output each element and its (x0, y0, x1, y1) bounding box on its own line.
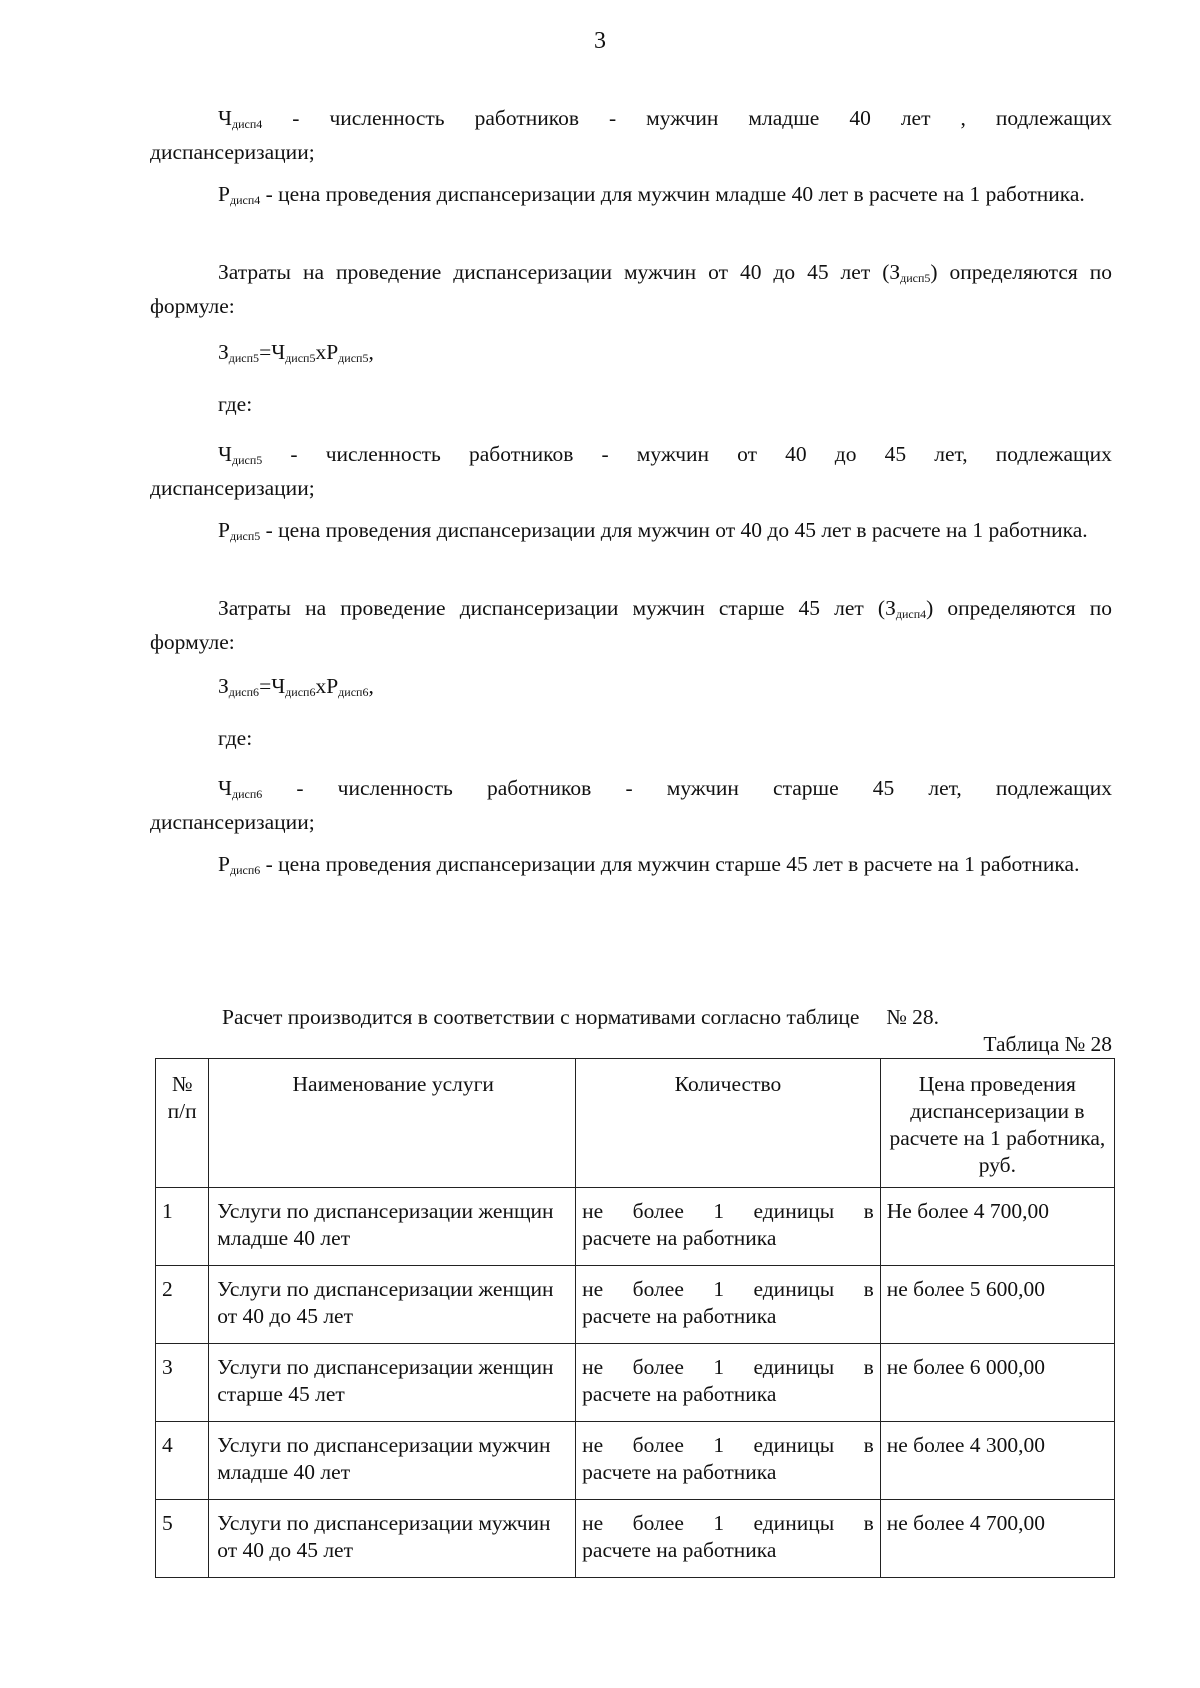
header-quantity: Количество (576, 1059, 881, 1188)
word: мужчин (646, 106, 719, 130)
qty-line (582, 1510, 874, 1537)
qty-word: 1 (713, 1433, 725, 1457)
table-row (156, 1266, 1115, 1344)
word: подлежащих (995, 106, 1112, 130)
table-header-row (156, 1059, 1115, 1188)
header-price: Цена проведения диспансеризации в расчете на 1 работника, руб. (880, 1059, 1114, 1188)
cell-price: не более 4 300,00 (880, 1422, 1114, 1500)
cell-service-name: Услуги по диспансеризации женщин от 40 до 45 лет (209, 1266, 576, 1344)
cell-quantity (576, 1344, 881, 1422)
cell-price: не более 5 600,00 (880, 1266, 1114, 1344)
cell-number: 2 (156, 1266, 209, 1344)
cell-number: 5 (156, 1500, 209, 1578)
word: до (834, 442, 857, 466)
formula-disp6: $З_{дисп6}=Ч_{дисп6}хР_{дисп6}$, (218, 674, 374, 699)
where-label: где: (218, 392, 253, 416)
justified-line (150, 104, 1112, 138)
table-row (156, 1188, 1115, 1266)
cell-quantity (576, 1266, 881, 1344)
cell-service-name: Услуги по диспансеризации мужчин от 40 до 45 лет (209, 1500, 576, 1578)
formula-disp5: $З_{дисп5}=Ч_{дисп5}хР_{дисп5}$, (218, 340, 374, 365)
table-caption: Таблица № 28 (983, 1032, 1112, 1056)
table-row (156, 1500, 1115, 1578)
qty-word: не (582, 1199, 604, 1223)
qty-word: не (582, 1433, 604, 1457)
qty-word: не (582, 1355, 604, 1379)
qty-line: расчете на работника (582, 1304, 777, 1328)
qty-word: в (863, 1433, 874, 1457)
word: лет (900, 106, 931, 130)
word: 40 (785, 442, 807, 466)
word: подлежащих (995, 776, 1112, 800)
qty-word: более (632, 1199, 684, 1223)
page-number: 3 (594, 28, 606, 54)
calculation-note: Расчет производится в соответствии с нормативами согласно таблице № 28. (222, 1005, 940, 1029)
word: - (625, 776, 633, 800)
word: лет, (934, 442, 968, 466)
word: работников (469, 442, 574, 466)
qty-word: более (632, 1433, 684, 1457)
qty-word: более (632, 1277, 684, 1301)
word: работников (486, 776, 592, 800)
cell-quantity (576, 1422, 881, 1500)
paragraph-chdisp4 (150, 104, 1112, 166)
paragraph-chdisp6 (150, 774, 1112, 836)
justified-line (150, 440, 1112, 474)
word: младше (748, 106, 820, 130)
header-number: № п/п (156, 1059, 209, 1188)
qty-word: 1 (713, 1199, 725, 1223)
qty-word: единицы (753, 1511, 835, 1535)
variable: $Ч_{дисп5}$ (218, 442, 263, 467)
word: численность (325, 442, 441, 466)
qty-word: в (863, 1277, 874, 1301)
word: 40 (849, 106, 871, 130)
header-service-name: Наименование услуги (209, 1059, 576, 1188)
table-row (156, 1344, 1115, 1422)
qty-line (582, 1198, 874, 1225)
qty-line: расчете на работника (582, 1226, 777, 1250)
word: - (292, 106, 300, 130)
word: численность (337, 776, 453, 800)
word: работников (474, 106, 579, 130)
word: старше (773, 776, 839, 800)
qty-line (582, 1432, 874, 1459)
qty-line: расчете на работника (582, 1538, 777, 1562)
qty-word: единицы (753, 1277, 835, 1301)
word: от (737, 442, 758, 466)
word: 45 (884, 442, 907, 466)
qty-word: более (632, 1511, 684, 1535)
cell-price: Не более 4 700,00 (880, 1188, 1114, 1266)
word: мужчин (636, 442, 710, 466)
word: лет, (928, 776, 962, 800)
paragraph-costs-40-45: Затраты на проведение диспансеризации мужчин от 40 до 45 лет $(З_{дисп5})$ определяются по формуле: (150, 260, 1112, 318)
qty-word: более (632, 1355, 684, 1379)
cell-number: 1 (156, 1188, 209, 1266)
paragraph-rdisp4: $Р_{дисп4}$ - цена проведения диспансеризации для мужчин младше 40 лет в расчете на 1 работника. (218, 182, 1085, 207)
cell-price: не более 4 700,00 (880, 1500, 1114, 1578)
cell-number: 4 (156, 1422, 209, 1500)
cell-quantity (576, 1188, 881, 1266)
qty-line (582, 1276, 874, 1303)
table-row (156, 1422, 1115, 1500)
cell-service-name: Услуги по диспансеризации женщин младше 40 лет (209, 1188, 576, 1266)
qty-word: в (863, 1355, 874, 1379)
paragraph-rdisp6: $Р_{дисп6}$ - цена проведения диспансеризации для мужчин старше 45 лет в расчете на 1 работника. (218, 852, 1080, 877)
qty-word: не (582, 1511, 604, 1535)
line: диспансеризации; (150, 810, 315, 834)
line: диспансеризации; (150, 140, 315, 164)
qty-word: в (863, 1511, 874, 1535)
qty-word: единицы (753, 1355, 835, 1379)
word: мужчин (666, 776, 739, 800)
cell-price: не более 6 000,00 (880, 1344, 1114, 1422)
word: , (960, 106, 966, 130)
line: диспансеризации; (150, 476, 315, 500)
word: - (609, 106, 617, 130)
paragraph-chdisp5 (150, 440, 1112, 502)
word: - (601, 442, 609, 466)
paragraph-costs-over-45: Затраты на проведение диспансеризации мужчин старше 45 лет $(З_{дисп4})$ определяются по формуле: (150, 596, 1112, 654)
word: - (290, 442, 298, 466)
qty-word: единицы (753, 1433, 835, 1457)
qty-line: расчете на работника (582, 1382, 777, 1406)
qty-word: 1 (713, 1355, 725, 1379)
qty-word: 1 (713, 1511, 725, 1535)
paragraph-rdisp5: $Р_{дисп5}$ - цена проведения диспансеризации для мужчин от 40 до 45 лет в расчете на 1 работника. (218, 518, 1088, 543)
qty-word: в (863, 1199, 874, 1223)
cell-service-name: Услуги по диспансеризации мужчин младше 40 лет (209, 1422, 576, 1500)
qty-line: расчете на работника (582, 1460, 777, 1484)
qty-line (582, 1354, 874, 1381)
qty-word: 1 (713, 1277, 725, 1301)
word: - (296, 776, 304, 800)
variable: $Ч_{дисп6}$ (218, 776, 263, 801)
cell-quantity (576, 1500, 881, 1578)
variable: $Ч_{дисп4}$ (218, 106, 263, 131)
word: 45 (872, 776, 895, 800)
qty-word: единицы (753, 1199, 835, 1223)
word: численность (329, 106, 445, 130)
norms-table (155, 1058, 1115, 1578)
cell-service-name: Услуги по диспансеризации женщин старше 45 лет (209, 1344, 576, 1422)
where-label: где: (218, 726, 253, 750)
justified-line (150, 774, 1112, 808)
word: подлежащих (995, 442, 1112, 466)
cell-number: 3 (156, 1344, 209, 1422)
qty-word: не (582, 1277, 604, 1301)
